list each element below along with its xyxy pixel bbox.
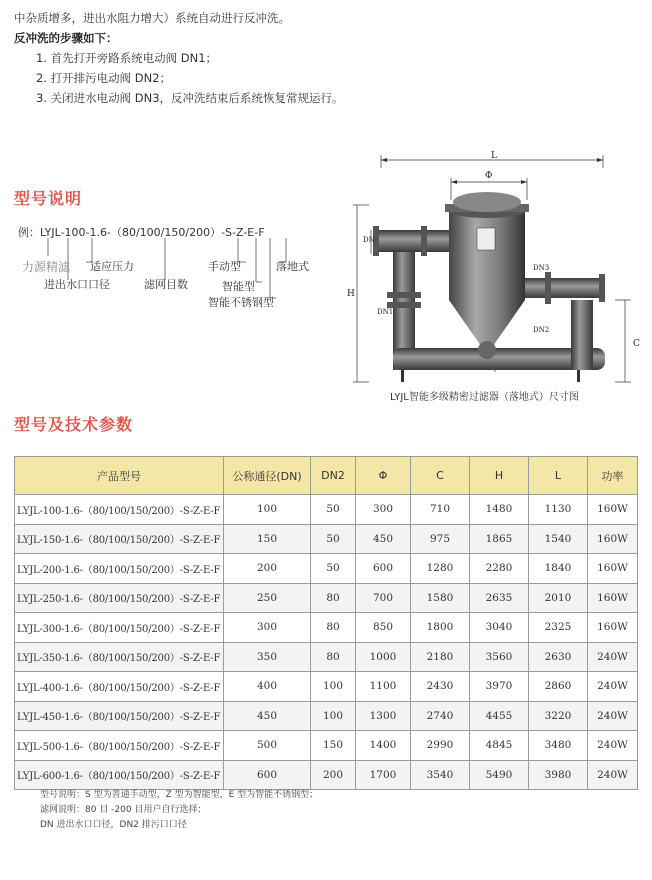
table-cell: 3980 [529,760,588,790]
table-cell: 3540 [411,760,470,790]
table-cell: 80 [311,642,356,672]
table-row [15,672,638,702]
dim-L-label: L [491,151,497,161]
table-cell: 240W [588,642,638,672]
table-cell: 2325 [529,613,588,643]
table-cell: 975 [411,524,470,554]
header-l: L [529,457,588,495]
table-cell: 150 [311,731,356,761]
table-cell: LYJL-300-1.6-（80/100/150/200）-S-Z-E-F [15,613,224,643]
table-cell: 1865 [470,524,529,554]
table-cell: 2010 [529,583,588,613]
steps-title: 反冲洗的步骤如下： [14,31,118,45]
table-cell: 2635 [470,583,529,613]
table-row [15,524,638,554]
table-cell: 160W [588,613,638,643]
table-cell: 300 [224,613,311,643]
table-cell: 160W [588,524,638,554]
step-2: 2. 打开排污电动阀 DN2； [36,71,172,85]
table-cell: 1700 [356,760,411,790]
label-manual: 手动型 [208,260,241,273]
table-cell: 240W [588,760,638,790]
table-cell: 450 [224,701,311,731]
table-cell: 1400 [356,731,411,761]
spec-table [14,456,638,790]
table-cell: 400 [224,672,311,702]
table-cell: 1800 [411,613,470,643]
table-cell: 80 [311,583,356,613]
table-cell: 200 [311,760,356,790]
label-floor: 落地式 [276,260,309,273]
note-dn: DN 进出水口口径，DN2 排污口口径 [40,820,187,830]
table-cell: 1840 [529,554,588,584]
table-cell: 100 [311,701,356,731]
table-row [15,583,638,613]
table-cell: 4455 [470,701,529,731]
table-row [15,554,638,584]
table-cell: LYJL-400-1.6-（80/100/150/200）-S-Z-E-F [15,672,224,702]
table-cell: 240W [588,672,638,702]
note-model: 型号说明：S 型为普通手动型，Z 型为智能型，E 型为智能不锈钢型； [40,790,319,800]
dim-phi-label: Φ [485,171,493,181]
dim-DN-label: DN [363,236,375,244]
dim-C-label: C [633,339,640,349]
table-cell: 2280 [470,554,529,584]
table-row [15,760,638,790]
header-power: 功率 [588,457,638,495]
table-cell: 1540 [529,524,588,554]
label-brand: 力源精滤 [22,260,71,274]
table-cell: 2740 [411,701,470,731]
label-stainless: 智能不锈钢型 [208,296,274,309]
table-cell: 1130 [529,495,588,525]
table-cell: 500 [224,731,311,761]
table-cell: 2180 [411,642,470,672]
dim-DN1-label: DN1 [377,308,394,316]
table-cell: LYJL-500-1.6-（80/100/150/200）-S-Z-E-F [15,731,224,761]
table-cell: 160W [588,554,638,584]
table-cell: 3480 [529,731,588,761]
table-cell: 160W [588,583,638,613]
header-dn: 公称通径(DN) [224,457,311,495]
table-cell: 240W [588,731,638,761]
table-row [15,613,638,643]
table-cell: LYJL-600-1.6-（80/100/150/200）-S-Z-E-F [15,760,224,790]
header-phi: Φ [356,457,411,495]
notes [40,788,318,833]
header-h: H [470,457,529,495]
table-row [15,495,638,525]
table-cell: 240W [588,701,638,731]
table-cell: LYJL-350-1.6-（80/100/150/200）-S-Z-E-F [15,642,224,672]
header-c: C [411,457,470,495]
intro-line: 中杂质增多，进出水阻力增大）系统自动进行反冲洗。 [14,11,290,25]
step-1: 1. 首先打开旁路系统电动阀 DN1； [36,51,218,65]
table-cell: 1000 [356,642,411,672]
table-cell: 1100 [356,672,411,702]
table-cell: 3040 [470,613,529,643]
table-cell: 250 [224,583,311,613]
dim-DN2-label: DN2 [533,326,550,334]
label-mesh: 滤网目数 [144,278,188,291]
table-cell: 350 [224,642,311,672]
table-cell: 1480 [470,495,529,525]
table-cell: 1580 [411,583,470,613]
table-cell: 3560 [470,642,529,672]
table-cell: 700 [356,583,411,613]
label-diameter: 进出水口口径 [44,278,110,291]
dim-H-label: H [347,289,355,299]
table-cell: 150 [224,524,311,554]
table-cell: 600 [356,554,411,584]
table-cell: LYJL-450-1.6-（80/100/150/200）-S-Z-E-F [15,701,224,731]
table-cell: 50 [311,524,356,554]
label-smart: 智能型 [222,280,255,293]
table-cell: 2430 [411,672,470,702]
table-cell: 100 [311,672,356,702]
table-cell: LYJL-100-1.6-（80/100/150/200）-S-Z-E-F [15,495,224,525]
table-cell: 850 [356,613,411,643]
table-cell: 1280 [411,554,470,584]
table-cell: 5490 [470,760,529,790]
label-pressure: 适应压力 [90,260,134,273]
table-cell: 80 [311,613,356,643]
table-cell: LYJL-200-1.6-（80/100/150/200）-S-Z-E-F [15,554,224,584]
note-mesh: 滤网说明：80 目 -200 目用户自行选择； [40,805,207,815]
header-dn2: DN2 [311,457,356,495]
table-cell: 200 [224,554,311,584]
table-cell: 4845 [470,731,529,761]
table-cell: 50 [311,495,356,525]
model-code-example: 例：LYJL-100-1.6-（80/100/150/200）-S-Z-E-F [18,226,265,239]
spec-table-header [15,457,638,495]
table-cell: 450 [356,524,411,554]
table-cell: 2630 [529,642,588,672]
model-section-title: 型号说明 [14,189,83,208]
table-cell: 2860 [529,672,588,702]
table-cell: 2990 [411,731,470,761]
table-cell: LYJL-150-1.6-（80/100/150/200）-S-Z-E-F [15,524,224,554]
spec-section-title: 型号及技术参数 [14,415,134,434]
table-cell: 300 [356,495,411,525]
diagram-caption: LYJL智能多级精密过滤器（落地式）尺寸图 [390,392,579,403]
filter-dimension-diagram [345,150,645,410]
table-cell: LYJL-250-1.6-（80/100/150/200）-S-Z-E-F [15,583,224,613]
table-cell: 160W [588,495,638,525]
table-cell: 600 [224,760,311,790]
table-row [15,701,638,731]
table-row [15,731,638,761]
dim-DN3-label: DN3 [533,264,550,272]
table-row [15,642,638,672]
step-3: 3. 关闭进水电动阀 DN3，反冲洗结束后系统恢复常规运行。 [36,91,344,105]
table-cell: 3220 [529,701,588,731]
table-cell: 1300 [356,701,411,731]
table-cell: 100 [224,495,311,525]
header-model: 产品型号 [15,457,224,495]
table-cell: 50 [311,554,356,584]
table-cell: 3970 [470,672,529,702]
table-cell: 710 [411,495,470,525]
